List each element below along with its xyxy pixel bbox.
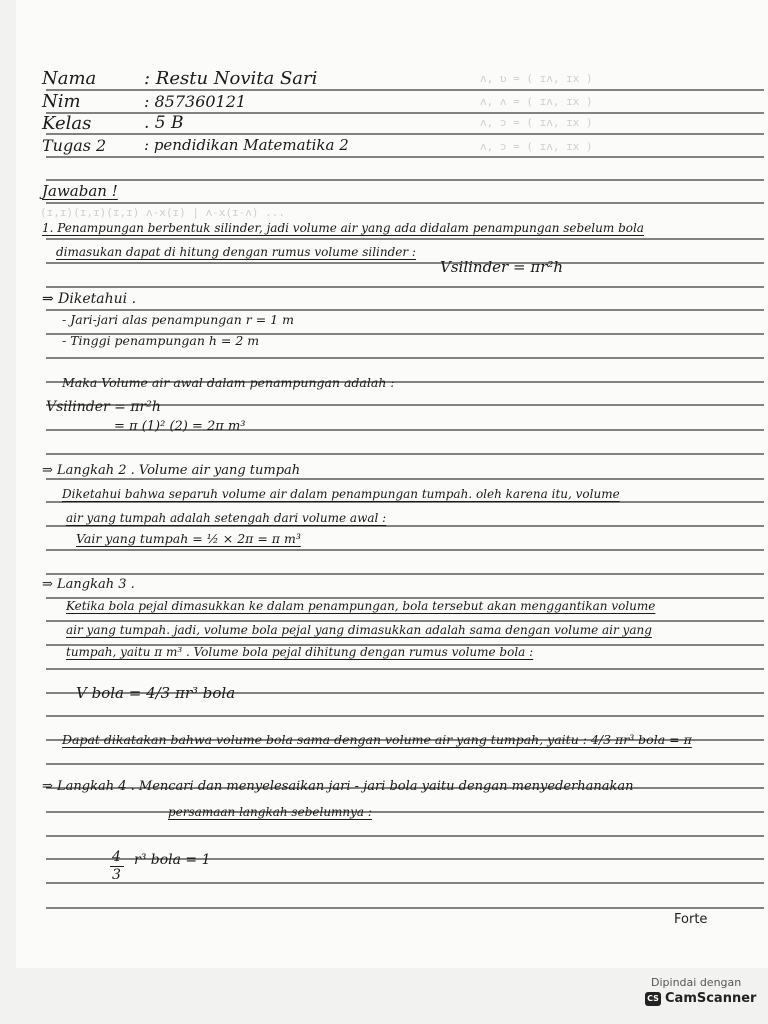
tugas-value: : pendidikan Matematika 2 [144, 136, 349, 154]
given-height: - Tinggi penampungan h = 2 m [62, 333, 260, 348]
notebook-brand: Forte [674, 912, 708, 927]
nim-value: : 857360121 [144, 92, 247, 111]
answer-line: Ketika bola pejal dimasukkan ke dalam penampungan, bola tersebut akan menggantikan volume [66, 599, 656, 613]
diketahui-heading: ⇒ Diketahui . [42, 291, 137, 307]
watermark-app-name: CamScanner [665, 991, 757, 1006]
spilled-volume-calculation: Vair yang tumpah = ½ × 2π = π m³ [76, 531, 301, 546]
answer-line: tumpah, yaitu π m³ . Volume bola pejal dihitung dengan rumus volume bola : [66, 645, 534, 659]
volume-calculation: = π (1)² (2) = 2π m³ [114, 419, 246, 434]
bleed-through-text: ʌ, ʌ = ( ɪʌ, ɪx ) [480, 95, 593, 108]
step-3-heading: ⇒ Langkah 3 . [42, 577, 135, 592]
tugas-label: Tugas 2 [42, 136, 107, 155]
fraction-numerator: 4 [112, 849, 121, 865]
bleed-through-text: ʌ, ɔ = ( ɪʌ, ɪx ) [480, 140, 593, 153]
notebook-paper [16, 0, 768, 968]
kelas-label: Kelas [42, 113, 92, 134]
camscanner-logo-icon: CS [645, 992, 661, 1006]
camscanner-watermark [641, 972, 757, 1012]
answer-line: persamaan langkah sebelumnya : [168, 805, 372, 819]
nama-label: Nama [42, 68, 97, 89]
answer-line: Diketahui bahwa separuh volume air dalam penampungan tumpah. oleh karena itu, volume [62, 487, 620, 501]
step-4-heading: ⇒ Langkah 4 . Mencari dan menyelesaikan jari - jari bola yaitu dengan menyederhanakan [42, 779, 634, 794]
simplified-equation: r³ bola = 1 [134, 852, 211, 868]
answer-line: 1. Penampungan berbentuk silinder, jadi volume air yang ada didalam penampungan sebelum bola [42, 221, 644, 235]
answer-line: air yang tumpah adalah setengah dari volume awal : [66, 511, 387, 525]
bleed-through-text: ʌ, ʋ = ( ɪʌ, ɪx ) [480, 72, 593, 85]
given-radius: - Jari-jari alas penampungan r = 1 m [62, 312, 294, 327]
bleed-through-text: (ɪ,ɪ)(ɪ,ɪ)(ɪ,ɪ) ʌ-x(ɪ) | ʌ-x(ɪ-ʌ) ... [40, 206, 286, 219]
nim-label: Nim [42, 91, 81, 112]
volume-formula: Vsilinder = πr²h [440, 258, 564, 276]
jawaban-heading: Jawaban ! [42, 182, 118, 200]
sphere-volume-formula: V bola = 4/3 πr³ bola [76, 684, 236, 702]
step-2-heading: ⇒ Langkah 2 . Volume air yang tumpah [42, 463, 301, 478]
volume-formula: Vsilinder = πr²h [46, 399, 161, 415]
kelas-value: . 5 B [144, 113, 184, 133]
answer-line: Maka Volume air awal dalam penampungan adalah : [62, 375, 395, 390]
watermark-caption: Dipindai dengan [651, 976, 742, 989]
answer-line: dimasukan dapat di hitung dengan rumus volume silinder : [56, 245, 416, 259]
nama-value: : Restu Novita Sari [144, 68, 318, 89]
bleed-through-text: ʌ, ɔ = ( ɪʌ, ɪx ) [480, 116, 593, 129]
answer-line: air yang tumpah. jadi, volume bola pejal yang dimasukkan adalah sama dengan volume air yang [66, 623, 652, 637]
fraction-denominator: 3 [112, 867, 121, 883]
answer-line: Dapat dikatakan bahwa volume bola sama dengan volume air yang tumpah, yaitu : 4/3 πr³ bola = π [62, 732, 692, 747]
